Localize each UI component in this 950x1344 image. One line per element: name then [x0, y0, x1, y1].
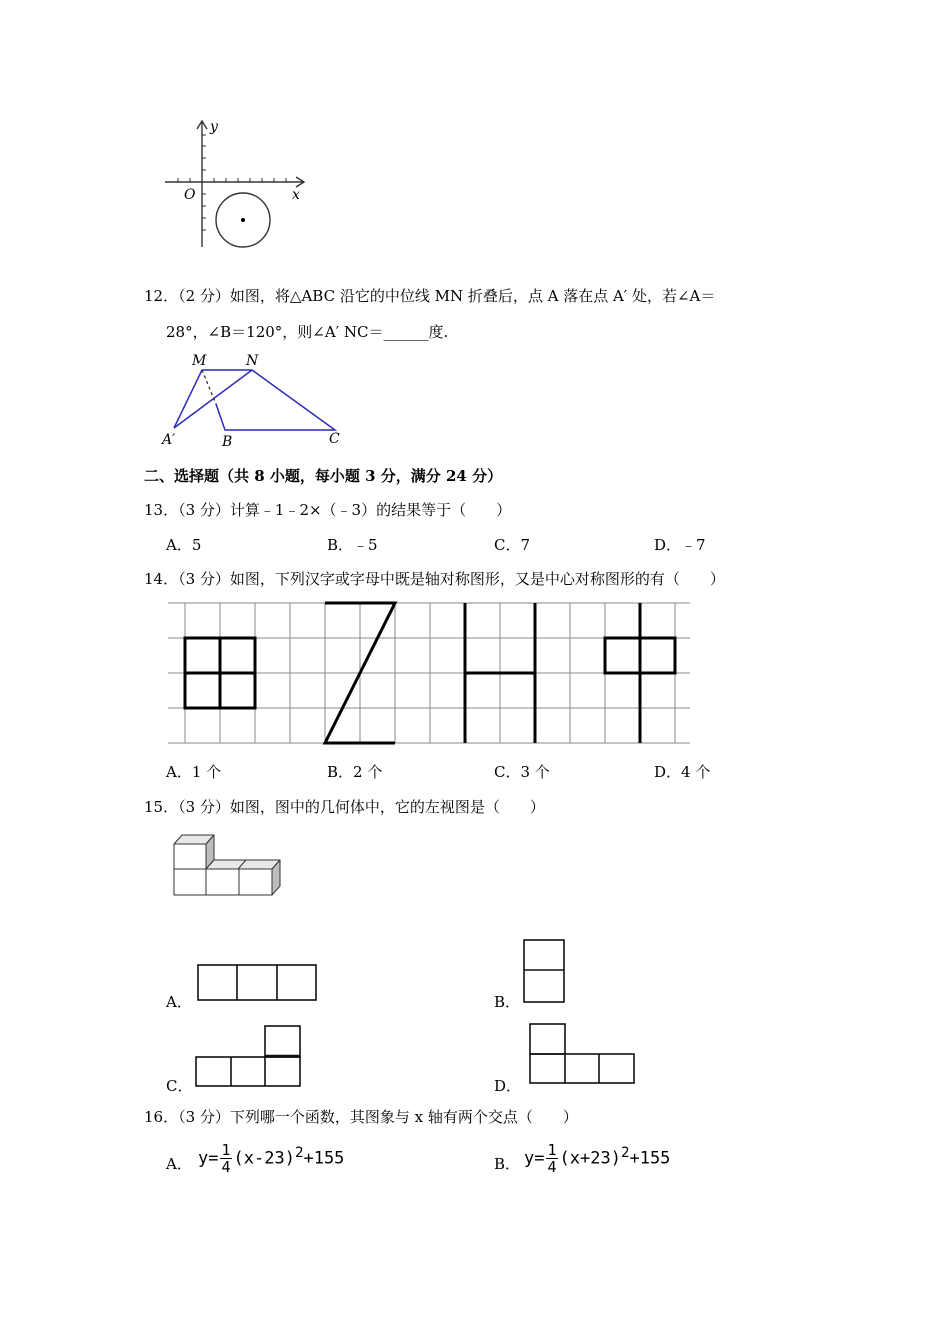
q15-option-b-figure [522, 938, 568, 1005]
q15-option-b[interactable]: B． [494, 993, 521, 1011]
label-a-prime: A′ [162, 432, 176, 448]
q16-stem [144, 1107, 578, 1127]
q14-text: 如图，下列汉字或字母中既是轴对称图形，又是中心对称图形的有（ ） [229, 570, 725, 588]
circle-center [241, 218, 245, 222]
q16-score: （3 分） [178, 1108, 230, 1126]
q12-line2: 28°，∠B＝120°，则∠A′ NC＝______度. [166, 323, 449, 341]
q12-line1 [144, 286, 715, 306]
q16-option-a[interactable]: A． [166, 1155, 192, 1173]
symmetry-grid-figure [160, 598, 695, 748]
segment-a1-m [174, 370, 202, 428]
y-axis-label: y [210, 119, 218, 135]
origin-label: O [184, 187, 196, 203]
q12-text: 如图，将△ABC 沿它的中位线 MN 折叠后，点 A 落在点 A′ 处，若∠A＝ [229, 287, 716, 305]
fraction: $\frac{1}{4}$ [221, 1141, 231, 1176]
q14-option-a[interactable]: A．1 个 [166, 763, 222, 781]
q15-option-d[interactable]: D． [494, 1077, 522, 1095]
q15-score: （3 分） [178, 798, 230, 816]
q16-option-b-formula: y= $\frac{1}{4}$ $(x+23)^2+155$ [524, 1141, 671, 1176]
q15-option-c[interactable]: C． [166, 1077, 193, 1095]
q14-option-c[interactable]: C．3 个 [494, 763, 550, 781]
q15-stem [144, 797, 545, 817]
q13-number: 13． [144, 501, 179, 519]
x-axis-label: x [292, 187, 300, 203]
section2-title: 二、选择题（共 8 小题，每小题 3 分，满分 24 分） [144, 467, 503, 485]
q12-score: （2 分） [178, 287, 230, 305]
character-zhong [605, 603, 675, 743]
q16-text: 下列哪一个函数，其图象与 x 轴有两个交点（ ） [229, 1108, 578, 1126]
q15-number: 15． [144, 798, 179, 816]
q13-option-b[interactable]: B．﹣5 [327, 536, 378, 554]
q14-stem [144, 569, 725, 589]
label-n: N [246, 353, 259, 369]
label-b: B [222, 434, 233, 450]
character-tian [185, 638, 255, 708]
q15-option-a[interactable]: A． [166, 993, 192, 1011]
label-m: M [192, 353, 207, 369]
q14-number: 14． [144, 570, 179, 588]
q14-score: （3 分） [178, 570, 230, 588]
q16-option-b[interactable]: B． [494, 1155, 521, 1173]
q14-option-d[interactable]: D．4 个 [654, 763, 711, 781]
q13-option-c[interactable]: C．7 [494, 536, 531, 554]
q15-text: 如图，图中的几何体中，它的左视图是（ ） [229, 798, 545, 816]
q12-number: 12． [144, 287, 179, 305]
q16-number: 16． [144, 1108, 179, 1126]
folded-shape [202, 370, 335, 430]
q13-score: （3 分） [178, 501, 230, 519]
segment-a1-n [174, 370, 252, 428]
q15-option-d-figure [528, 1022, 638, 1086]
cube-solid-figure [168, 830, 288, 902]
q13-stem [144, 500, 511, 520]
q13-option-d[interactable]: D．﹣7 [654, 536, 706, 554]
dashed-fold-line [202, 370, 216, 404]
coordinate-circle-figure [160, 115, 310, 255]
q15-option-c-figure [194, 1024, 304, 1090]
fraction: $\frac{1}{4}$ [547, 1141, 557, 1176]
q16-option-a-formula: y= $\frac{1}{4}$ $(x-23)^2+155$ [198, 1141, 345, 1176]
q14-option-b[interactable]: B．2 个 [327, 763, 383, 781]
q13-text: 计算﹣1﹣2×（﹣3）的结果等于（ ） [229, 501, 512, 519]
q15-option-a-figure [196, 963, 320, 1003]
label-c: C [329, 431, 340, 447]
folded-triangle-figure [160, 350, 350, 450]
q13-option-a[interactable]: A．5 [166, 536, 202, 554]
